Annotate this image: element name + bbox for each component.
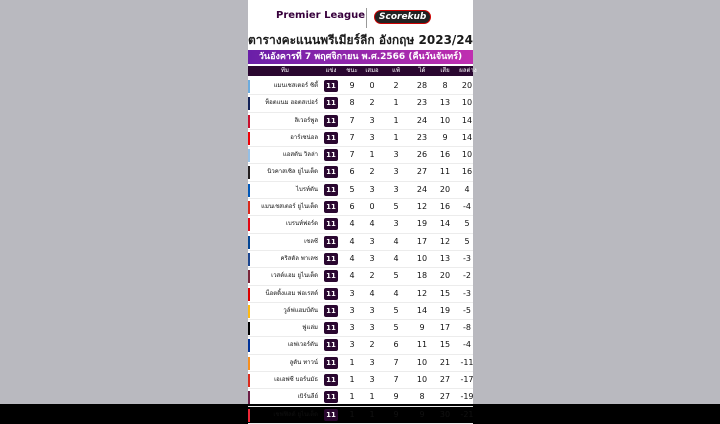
goals-for-cell: 14 bbox=[416, 305, 428, 315]
table-row bbox=[248, 251, 473, 268]
played-cell: 11 bbox=[324, 80, 338, 92]
drawn-cell: 4 bbox=[369, 219, 375, 229]
goals-for-cell: 9 bbox=[419, 323, 425, 333]
goal-diff-cell: 10 bbox=[461, 150, 473, 160]
table-row bbox=[248, 234, 473, 251]
won-cell: 6 bbox=[349, 202, 355, 212]
lost-cell: 3 bbox=[393, 150, 399, 160]
won-cell: 6 bbox=[349, 167, 355, 177]
goals-against-cell: 20 bbox=[439, 184, 451, 194]
logo-divider bbox=[366, 8, 367, 28]
drawn-cell: 3 bbox=[369, 375, 375, 385]
goals-for-cell: 17 bbox=[416, 236, 428, 246]
goals-against-cell: 17 bbox=[439, 323, 451, 333]
won-cell: 3 bbox=[349, 323, 355, 333]
drawn-cell: 1 bbox=[369, 409, 375, 419]
team-name: เชลซี bbox=[304, 237, 318, 245]
goal-diff-cell: -3 bbox=[463, 253, 471, 263]
won-cell: 3 bbox=[349, 288, 355, 298]
drawn-cell: 3 bbox=[369, 132, 375, 142]
goals-for-cell: 24 bbox=[416, 184, 428, 194]
goal-diff-cell: -4 bbox=[463, 340, 471, 350]
goals-against-cell: 30 bbox=[439, 409, 451, 419]
team-color-stripe bbox=[248, 218, 250, 231]
table-title: ตารางคะแนนพรีเมียร์ลีก อังกฤษ 2023/24 bbox=[248, 33, 473, 47]
lost-cell: 7 bbox=[393, 375, 399, 385]
team-color-stripe bbox=[248, 270, 250, 283]
team-name: แมนเชสเตอร์ ยูไนเต็ด bbox=[261, 203, 318, 211]
team-color-stripe bbox=[248, 409, 250, 422]
team-name: แอสตัน วิลล่า bbox=[282, 151, 318, 159]
won-cell: 9 bbox=[349, 81, 355, 90]
col-team: ทีม bbox=[281, 67, 289, 74]
won-cell: 3 bbox=[349, 340, 355, 350]
played-cell: 11 bbox=[324, 305, 338, 317]
goal-diff-cell: -21 bbox=[460, 409, 474, 419]
col-goal-diff: ผลต่าง bbox=[459, 67, 477, 74]
team-name: เชฟฟิลด์ ยูไนเต็ด bbox=[273, 410, 318, 418]
goals-against-cell: 9 bbox=[442, 132, 448, 142]
goals-against-cell: 27 bbox=[439, 375, 451, 385]
team-name: คริสตัล พาเลซ bbox=[280, 254, 318, 262]
team-color-stripe bbox=[248, 305, 250, 318]
lost-cell: 3 bbox=[393, 219, 399, 229]
won-cell: 1 bbox=[349, 357, 355, 367]
team-color-stripe bbox=[248, 391, 250, 404]
won-cell: 7 bbox=[349, 115, 355, 125]
team-name: อาร์เซน่อล bbox=[290, 133, 318, 141]
table-row bbox=[248, 216, 473, 233]
drawn-cell: 0 bbox=[369, 81, 375, 90]
team-name: วูล์ฟแฮมป์ตัน bbox=[283, 306, 318, 314]
right-letterbox bbox=[473, 0, 720, 404]
team-color-stripe bbox=[248, 322, 250, 335]
goal-diff-cell: 5 bbox=[464, 236, 470, 246]
table-row bbox=[248, 407, 473, 424]
table-row bbox=[248, 113, 473, 130]
table-row bbox=[248, 355, 473, 372]
table-date: วันอังคารที่ 7 พฤศจิกายน พ.ศ.2566 (คืนวันจันทร์) bbox=[248, 50, 473, 64]
goals-against-cell: 10 bbox=[439, 115, 451, 125]
standings-panel bbox=[248, 0, 477, 419]
drawn-cell: 1 bbox=[369, 392, 375, 402]
col-lost: แพ้ bbox=[392, 67, 400, 74]
goals-for-cell: 23 bbox=[416, 98, 428, 108]
goals-for-cell: 10 bbox=[416, 253, 428, 263]
played-cell: 11 bbox=[324, 218, 338, 230]
table-row bbox=[248, 303, 473, 320]
won-cell: 8 bbox=[349, 98, 355, 108]
goals-for-cell: 23 bbox=[416, 132, 428, 142]
drawn-cell: 3 bbox=[369, 253, 375, 263]
goals-for-cell: 19 bbox=[416, 219, 428, 229]
played-cell: 11 bbox=[324, 339, 338, 351]
table-header bbox=[248, 66, 477, 76]
col-drawn: เสมอ bbox=[365, 67, 379, 74]
goal-diff-cell: -17 bbox=[460, 375, 474, 385]
goals-for-cell: 24 bbox=[416, 115, 428, 125]
team-name: ลิเวอร์พูล bbox=[294, 116, 318, 124]
drawn-cell: 2 bbox=[369, 271, 375, 281]
won-cell: 4 bbox=[349, 253, 355, 263]
drawn-cell: 2 bbox=[369, 98, 375, 108]
drawn-cell: 1 bbox=[369, 150, 375, 160]
goals-against-cell: 16 bbox=[439, 150, 451, 160]
team-name: เบรนท์ฟอร์ด bbox=[285, 220, 318, 228]
drawn-cell: 0 bbox=[369, 202, 375, 212]
won-cell: 7 bbox=[349, 150, 355, 160]
col-won: ชนะ bbox=[346, 67, 358, 74]
col-played: แข่ง bbox=[325, 67, 337, 74]
goal-diff-cell: -5 bbox=[463, 305, 471, 315]
drawn-cell: 3 bbox=[369, 357, 375, 367]
table-row bbox=[248, 286, 473, 303]
lost-cell: 4 bbox=[393, 253, 399, 263]
table-row bbox=[248, 337, 473, 354]
team-name: ไบรท์ตัน bbox=[295, 185, 318, 193]
goals-against-cell: 13 bbox=[439, 98, 451, 108]
goals-for-cell: 10 bbox=[416, 375, 428, 385]
lost-cell: 3 bbox=[393, 167, 399, 177]
table-row bbox=[248, 95, 473, 112]
left-letterbox bbox=[0, 0, 248, 404]
goal-diff-cell: 20 bbox=[461, 81, 473, 90]
goal-diff-cell: -19 bbox=[460, 392, 474, 402]
scorekub-logo: Scorekub bbox=[374, 10, 431, 24]
lost-cell: 5 bbox=[393, 202, 399, 212]
goal-diff-cell: -3 bbox=[463, 288, 471, 298]
goals-against-cell: 15 bbox=[439, 340, 451, 350]
goals-against-cell: 19 bbox=[439, 305, 451, 315]
goal-diff-cell: 16 bbox=[461, 167, 473, 177]
played-cell: 11 bbox=[324, 201, 338, 213]
goal-diff-cell: 10 bbox=[461, 98, 473, 108]
lost-cell: 6 bbox=[393, 340, 399, 350]
lost-cell: 9 bbox=[393, 392, 399, 402]
lost-cell: 3 bbox=[393, 184, 399, 194]
won-cell: 4 bbox=[349, 219, 355, 229]
team-color-stripe bbox=[248, 80, 250, 93]
played-cell: 11 bbox=[324, 115, 338, 127]
team-name: ลูตัน ทาวน์ bbox=[289, 358, 318, 366]
won-cell: 1 bbox=[349, 375, 355, 385]
team-color-stripe bbox=[248, 97, 250, 110]
goal-diff-cell: -11 bbox=[460, 357, 474, 367]
team-name: ท็อตแนม ฮอตสเปอร์ bbox=[265, 99, 318, 107]
team-color-stripe bbox=[248, 201, 250, 214]
goals-against-cell: 21 bbox=[439, 357, 451, 367]
goals-against-cell: 20 bbox=[439, 271, 451, 281]
goals-against-cell: 8 bbox=[442, 81, 448, 90]
goals-for-cell: 26 bbox=[416, 150, 428, 160]
won-cell: 7 bbox=[349, 132, 355, 142]
goals-for-cell: 8 bbox=[419, 392, 425, 402]
played-cell: 11 bbox=[324, 322, 338, 334]
team-color-stripe bbox=[248, 288, 250, 301]
goals-for-cell: 9 bbox=[419, 409, 425, 419]
team-color-stripe bbox=[248, 132, 250, 145]
goals-for-cell: 18 bbox=[416, 271, 428, 281]
goal-diff-cell: -8 bbox=[463, 323, 471, 333]
table-row bbox=[248, 78, 473, 95]
goals-for-cell: 27 bbox=[416, 167, 428, 177]
played-cell: 11 bbox=[324, 288, 338, 300]
drawn-cell: 3 bbox=[369, 323, 375, 333]
goal-diff-cell: -2 bbox=[463, 271, 471, 281]
lost-cell: 9 bbox=[393, 409, 399, 419]
team-name: เวสต์แฮม ยูไนเต็ด bbox=[271, 272, 318, 280]
played-cell: 11 bbox=[324, 270, 338, 282]
played-cell: 11 bbox=[324, 184, 338, 196]
goal-diff-cell: 14 bbox=[461, 132, 473, 142]
goal-diff-cell: -4 bbox=[463, 202, 471, 212]
table-row bbox=[248, 182, 473, 199]
team-color-stripe bbox=[248, 166, 250, 179]
team-color-stripe bbox=[248, 236, 250, 249]
lost-cell: 1 bbox=[393, 98, 399, 108]
played-cell: 11 bbox=[324, 374, 338, 386]
team-name: น็อตติ้งแฮม ฟอเรสต์ bbox=[265, 289, 318, 297]
lost-cell: 7 bbox=[393, 357, 399, 367]
played-cell: 11 bbox=[324, 357, 338, 369]
played-cell: 11 bbox=[324, 236, 338, 248]
drawn-cell: 2 bbox=[369, 167, 375, 177]
goals-against-cell: 14 bbox=[439, 219, 451, 229]
goals-for-cell: 28 bbox=[416, 81, 428, 90]
lost-cell: 2 bbox=[393, 81, 399, 90]
team-color-stripe bbox=[248, 339, 250, 352]
team-name: เอฟเวอร์ตัน bbox=[287, 341, 318, 349]
team-name: แมนเชสเตอร์ ซิตี้ bbox=[273, 82, 318, 89]
table-row bbox=[248, 130, 473, 147]
goals-against-cell: 15 bbox=[439, 288, 451, 298]
goal-diff-cell: 4 bbox=[464, 184, 470, 194]
team-color-stripe bbox=[248, 115, 250, 128]
table-row bbox=[248, 372, 473, 389]
goals-against-cell: 13 bbox=[439, 253, 451, 263]
goals-for-cell: 12 bbox=[416, 202, 428, 212]
col-against: เสีย bbox=[440, 67, 450, 74]
team-color-stripe bbox=[248, 374, 250, 387]
goals-for-cell: 10 bbox=[416, 357, 428, 367]
standings-rows bbox=[248, 78, 473, 424]
table-row bbox=[248, 268, 473, 285]
won-cell: 1 bbox=[349, 409, 355, 419]
team-color-stripe bbox=[248, 184, 250, 197]
won-cell: 1 bbox=[349, 392, 355, 402]
goals-for-cell: 12 bbox=[416, 288, 428, 298]
goals-against-cell: 16 bbox=[439, 202, 451, 212]
played-cell: 11 bbox=[324, 391, 338, 403]
team-name: เบิร์นลีย์ bbox=[297, 393, 318, 401]
lost-cell: 5 bbox=[393, 305, 399, 315]
goal-diff-cell: 5 bbox=[464, 219, 470, 229]
played-cell: 11 bbox=[324, 149, 338, 161]
won-cell: 4 bbox=[349, 236, 355, 246]
goal-diff-cell: 14 bbox=[461, 115, 473, 125]
lost-cell: 4 bbox=[393, 236, 399, 246]
col-for: ได้ bbox=[418, 67, 426, 74]
won-cell: 5 bbox=[349, 184, 355, 194]
team-name: ฟูแล่ม bbox=[302, 324, 318, 332]
goals-against-cell: 27 bbox=[439, 392, 451, 402]
played-cell: 11 bbox=[324, 409, 338, 421]
table-row bbox=[248, 389, 473, 406]
lost-cell: 4 bbox=[393, 288, 399, 298]
lost-cell: 1 bbox=[393, 115, 399, 125]
played-cell: 11 bbox=[324, 132, 338, 144]
team-color-stripe bbox=[248, 253, 250, 266]
lost-cell: 1 bbox=[393, 132, 399, 142]
goals-against-cell: 11 bbox=[439, 167, 451, 177]
drawn-cell: 3 bbox=[369, 184, 375, 194]
team-name: เอเอฟซี บอร์นมัธ bbox=[274, 376, 318, 384]
won-cell: 3 bbox=[349, 305, 355, 315]
goals-for-cell: 11 bbox=[416, 340, 428, 350]
table-row bbox=[248, 164, 473, 181]
won-cell: 4 bbox=[349, 271, 355, 281]
table-row bbox=[248, 199, 473, 216]
drawn-cell: 4 bbox=[369, 288, 375, 298]
team-color-stripe bbox=[248, 357, 250, 370]
drawn-cell: 2 bbox=[369, 340, 375, 350]
drawn-cell: 3 bbox=[369, 115, 375, 125]
played-cell: 11 bbox=[324, 166, 338, 178]
played-cell: 11 bbox=[324, 97, 338, 109]
logo-row bbox=[248, 4, 473, 30]
lost-cell: 5 bbox=[393, 323, 399, 333]
table-row bbox=[248, 147, 473, 164]
drawn-cell: 3 bbox=[369, 236, 375, 246]
premier-league-logo bbox=[276, 10, 365, 21]
drawn-cell: 3 bbox=[369, 305, 375, 315]
team-name: นิวคาสเซิล ยูไนเต็ด bbox=[267, 168, 318, 176]
league-name: Premier League bbox=[276, 10, 366, 21]
goals-against-cell: 12 bbox=[439, 236, 451, 246]
lost-cell: 5 bbox=[393, 271, 399, 281]
table-row bbox=[248, 320, 473, 337]
team-color-stripe bbox=[248, 149, 250, 162]
played-cell: 11 bbox=[324, 253, 338, 265]
